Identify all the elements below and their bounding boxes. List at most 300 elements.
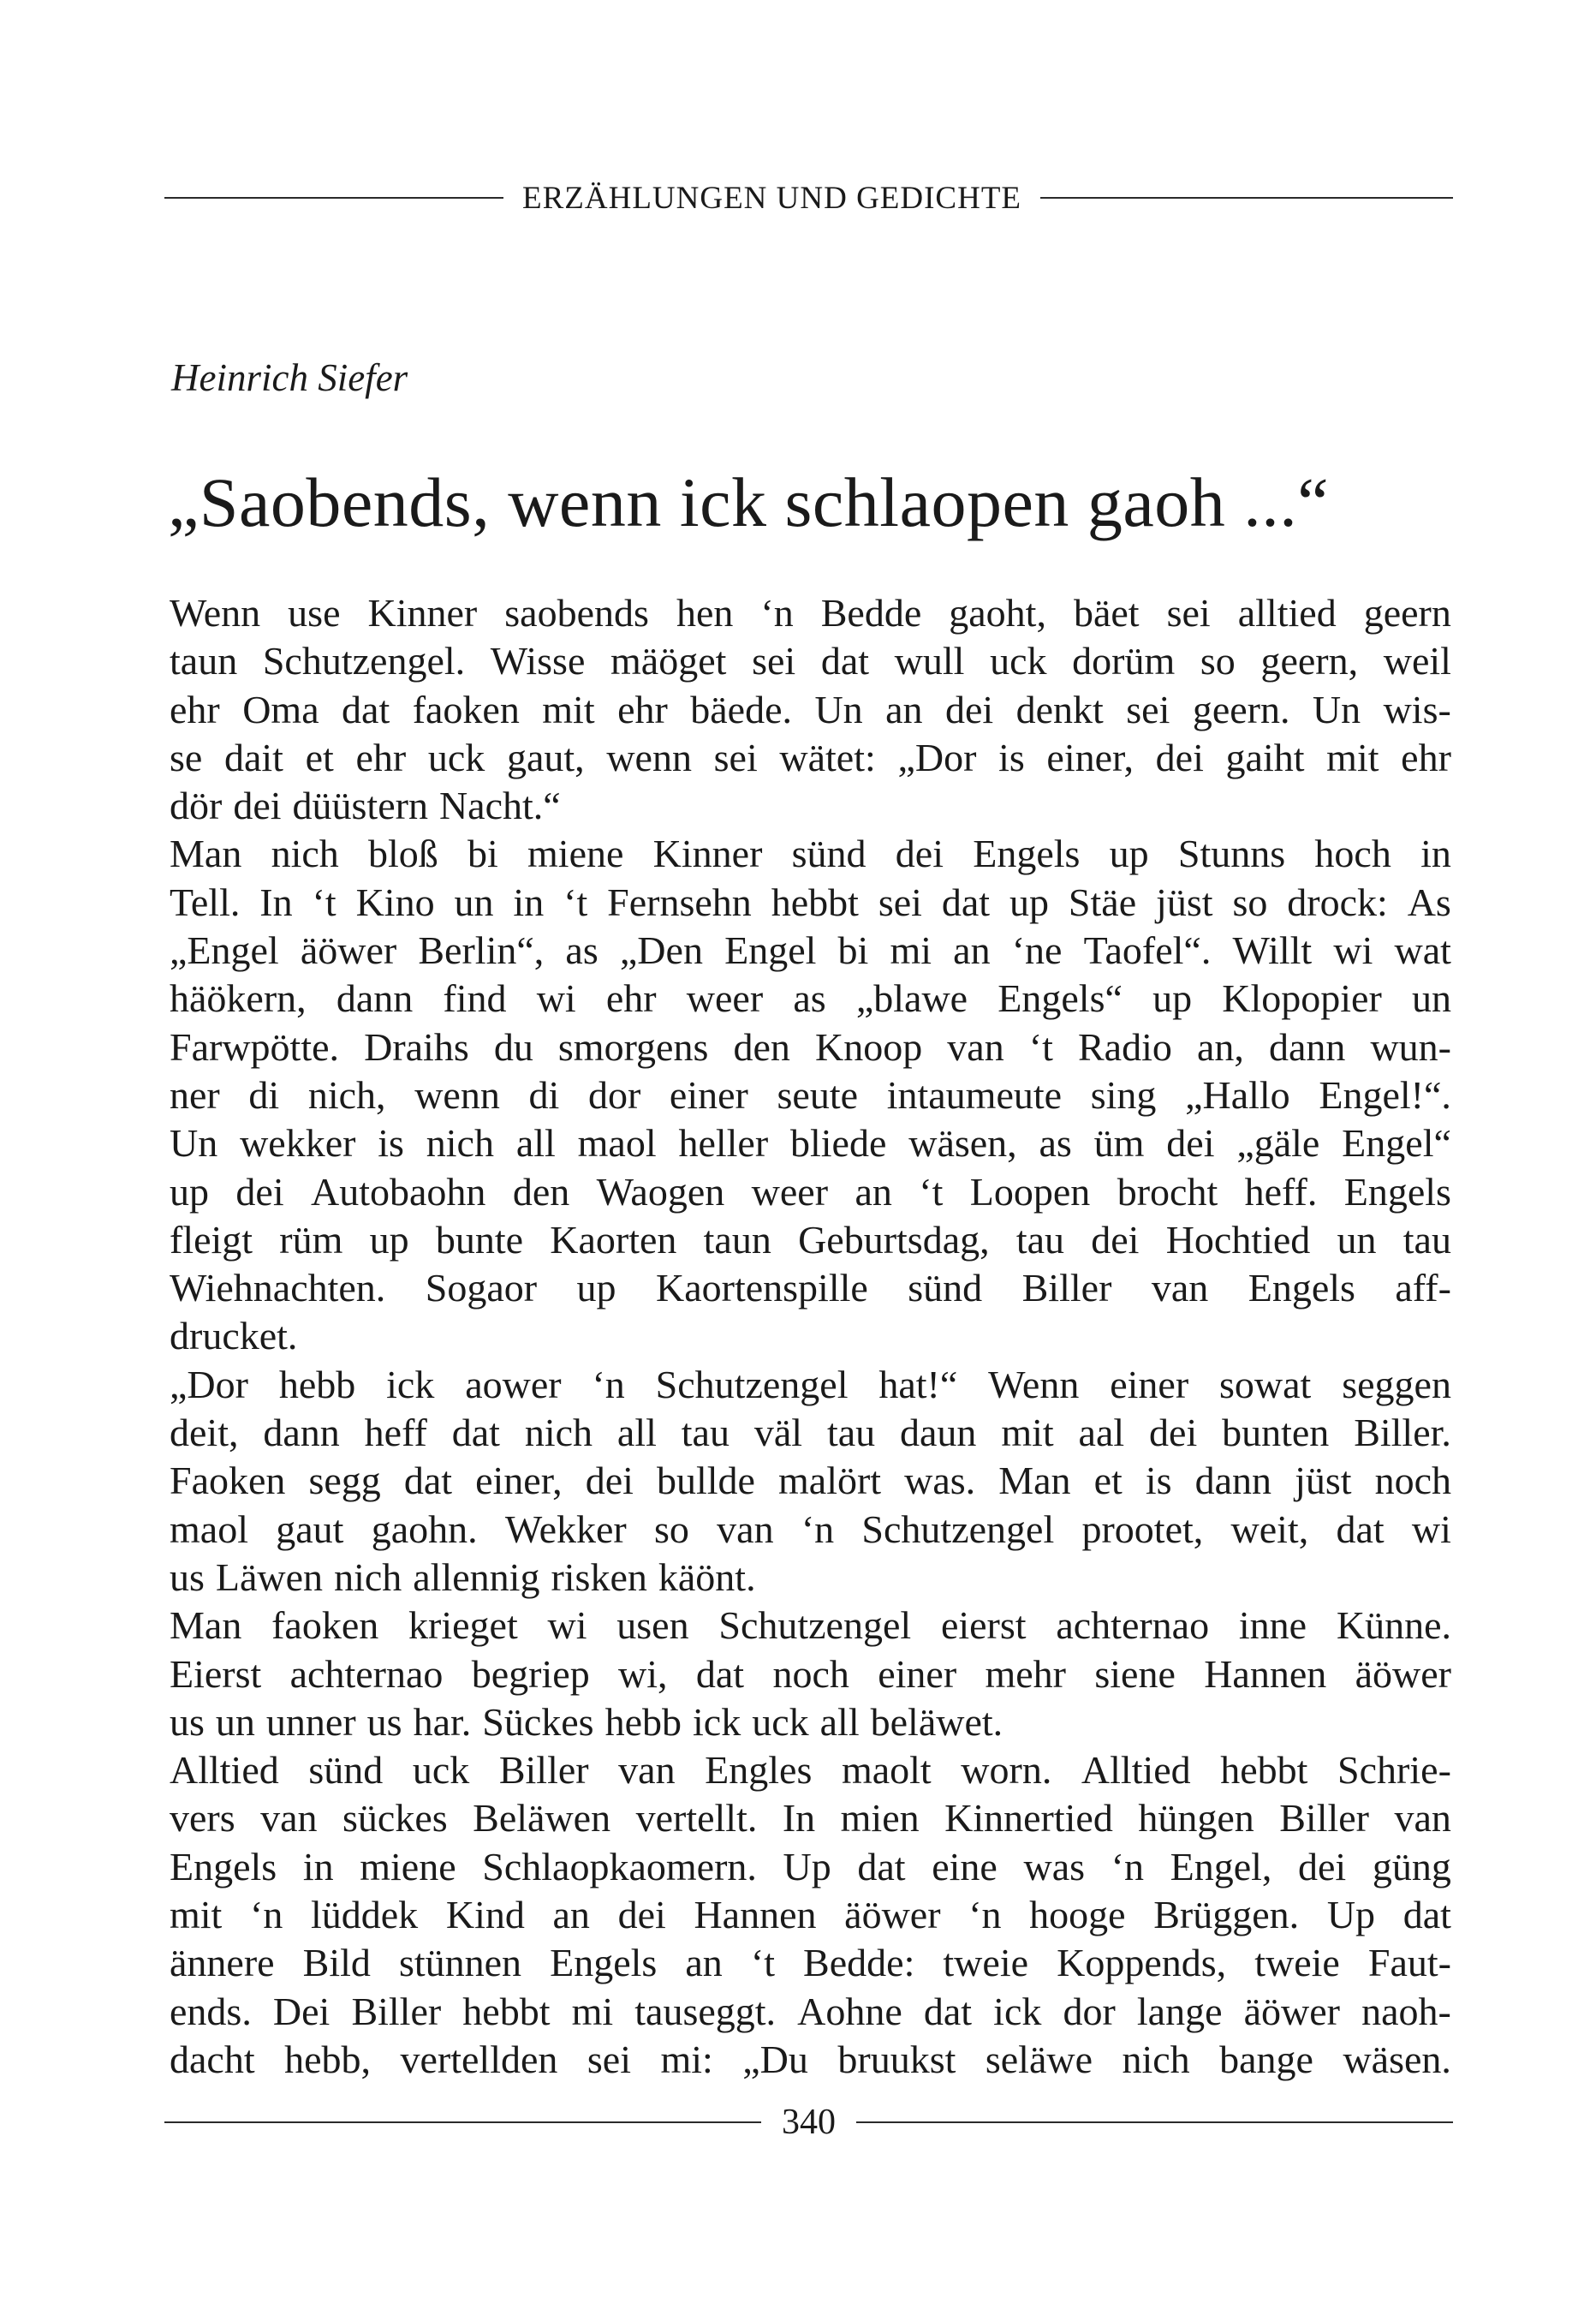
word: ner: [170, 1072, 220, 1117]
word: dat: [923, 1989, 973, 2033]
word: Berlin“,: [418, 928, 545, 973]
word: bi: [837, 928, 869, 973]
word: dör: [170, 784, 223, 828]
word: malört: [778, 1459, 882, 1503]
text-line: [170, 589, 1451, 637]
word: find: [443, 976, 507, 1021]
word: sückes: [342, 1796, 448, 1841]
word: güng: [1372, 1844, 1451, 1888]
word: hen: [676, 591, 734, 635]
word: äöwer: [844, 1893, 941, 1937]
word: Wiehnachten.: [170, 1266, 386, 1310]
word: un: [1411, 976, 1451, 1021]
word: „gäle: [1236, 1121, 1320, 1166]
word: ‘n: [760, 591, 794, 635]
word: dat: [857, 1844, 906, 1888]
word: alltied: [1237, 591, 1337, 635]
word: prootet,: [1081, 1507, 1204, 1551]
word: bullde: [656, 1459, 755, 1503]
word: dann: [336, 976, 414, 1021]
word: einer: [878, 1651, 957, 1696]
word: mit: [170, 1893, 223, 1937]
word: wat: [1394, 928, 1451, 973]
text-line: [170, 1216, 1451, 1264]
word: in: [302, 1844, 334, 1888]
word: ‘t: [563, 880, 588, 924]
word: naoh-: [1361, 1989, 1451, 2033]
word: Beläwen: [473, 1796, 611, 1841]
word: use: [288, 591, 341, 635]
word: weer: [751, 1169, 829, 1214]
text-line: [170, 782, 1451, 830]
word: Wenn: [988, 1362, 1080, 1406]
text-line: [170, 1119, 1451, 1167]
text-line: [170, 637, 1451, 685]
word: Faut-: [1367, 1941, 1451, 1985]
word: ‘n: [801, 1507, 835, 1551]
word: Engels: [973, 832, 1081, 876]
word: Biller: [498, 1748, 589, 1793]
body-text: [170, 589, 1451, 2084]
word: ehr: [170, 687, 220, 731]
word: maol: [170, 1507, 248, 1551]
word: „Dor: [897, 735, 977, 779]
word: hüngen: [1138, 1796, 1254, 1841]
word: bloß: [368, 832, 438, 876]
word: käönt.: [658, 1554, 756, 1599]
word: so: [654, 1507, 689, 1551]
word: weer: [686, 976, 764, 1021]
word: tau: [681, 1411, 730, 1455]
word: so: [1232, 880, 1268, 924]
word: van: [1394, 1796, 1451, 1841]
word: gaut,: [506, 735, 585, 779]
word: miene: [360, 1844, 456, 1888]
word: heller: [678, 1121, 769, 1166]
word: usen: [616, 1603, 689, 1648]
word: Engels: [170, 1844, 277, 1888]
text-line: [170, 1988, 1451, 2036]
word: stünnen: [398, 1941, 522, 1985]
word: wätet:: [779, 735, 876, 779]
word: gaohn.: [371, 1507, 478, 1551]
word: faoken: [412, 687, 520, 731]
word: wi: [536, 976, 576, 1021]
word: Sückes: [482, 1699, 594, 1744]
footer-rule-right: [856, 2121, 1453, 2123]
word: miene: [527, 832, 624, 876]
word: einer: [669, 1072, 748, 1117]
word: wi,: [618, 1651, 668, 1696]
word: gaiht: [1225, 735, 1305, 779]
word: uck: [990, 639, 1047, 683]
word: nich,: [307, 1072, 386, 1117]
word: Stäe: [1068, 880, 1137, 924]
word: Klopopier: [1222, 976, 1382, 1021]
word: Man: [170, 832, 242, 876]
header-rule-right: [1040, 197, 1453, 199]
word: nich: [524, 1411, 593, 1455]
word: achternao: [1056, 1603, 1210, 1648]
word: hebbt: [771, 880, 859, 924]
word: einer: [1110, 1362, 1189, 1406]
word: bunten: [1222, 1411, 1330, 1455]
word: mi: [890, 928, 932, 973]
word: an: [552, 1893, 590, 1937]
word: is: [998, 735, 1025, 779]
word: so: [1200, 639, 1236, 683]
word: up: [170, 1169, 209, 1214]
word: as: [793, 976, 826, 1021]
word: dei: [585, 1459, 634, 1503]
word: dor: [1063, 1989, 1116, 2033]
word: up: [1152, 976, 1193, 1021]
word: nich: [334, 1554, 402, 1599]
word: geern: [1363, 591, 1451, 635]
word: us: [170, 1554, 205, 1599]
word: nich: [1122, 2037, 1190, 2081]
word: Kaorten: [550, 1217, 677, 1262]
word: jüst: [1156, 880, 1213, 924]
word: mehr: [985, 1651, 1066, 1696]
word: et: [1093, 1459, 1123, 1503]
word: Engels“: [998, 976, 1123, 1021]
word: uck: [752, 1699, 809, 1744]
text-line: [170, 2036, 1451, 2084]
word: an: [885, 687, 923, 731]
word: us: [170, 1699, 205, 1744]
word: dei: [617, 1893, 666, 1937]
word: ännere: [170, 1941, 275, 1985]
word: ‘t: [312, 880, 336, 924]
word: dei: [944, 687, 994, 731]
word: Draihs: [364, 1024, 469, 1069]
word: Läwen: [215, 1554, 324, 1599]
word: all: [616, 1411, 657, 1455]
word: As: [1407, 880, 1451, 924]
word: Engel!“.: [1319, 1072, 1451, 1117]
word: wäsen.: [1343, 2037, 1451, 2081]
word: Bedde:: [803, 1941, 915, 1985]
word: mäöget: [610, 639, 727, 683]
word: „Hallo: [1185, 1072, 1290, 1117]
word: dei: [1166, 1121, 1215, 1166]
word: Man: [170, 1603, 242, 1648]
word: mien: [840, 1796, 920, 1841]
word: dei: [1298, 1844, 1347, 1888]
text-line: [170, 1071, 1451, 1119]
text-line: [170, 927, 1451, 975]
word: fleigt: [170, 1217, 253, 1262]
word: Kind: [445, 1893, 525, 1937]
word: krieget: [408, 1603, 518, 1648]
word: bange: [1219, 2037, 1313, 2081]
word: unner: [265, 1699, 356, 1744]
word: einer,: [475, 1459, 563, 1503]
word: bäede.: [690, 687, 793, 731]
word: an: [685, 1941, 723, 1985]
word: Bedde: [820, 591, 922, 635]
word: siene: [1094, 1651, 1176, 1696]
word: up: [369, 1217, 409, 1262]
word: Nacht.“: [438, 784, 561, 828]
word: an: [855, 1169, 892, 1214]
word: un: [215, 1699, 255, 1744]
word: achternao: [289, 1651, 444, 1696]
word: denkt: [1015, 687, 1104, 731]
word: Biller.: [1354, 1411, 1451, 1455]
word: et: [305, 735, 334, 779]
word: taun: [703, 1217, 771, 1262]
word: hebb: [278, 1362, 356, 1406]
word: dei: [233, 784, 282, 828]
word: noch: [772, 1651, 849, 1696]
word: dei: [895, 832, 944, 876]
word: uck: [412, 1748, 470, 1793]
word: aff-: [1395, 1266, 1451, 1310]
word: wenn: [606, 735, 692, 779]
word: Schutzengel.: [262, 639, 466, 683]
word: smorgens: [557, 1024, 709, 1069]
word: dat: [342, 687, 390, 731]
word: van: [947, 1024, 1004, 1069]
word: sünd: [908, 1266, 983, 1310]
word: Kinner: [652, 832, 763, 876]
word: bruukst: [837, 2037, 956, 2081]
word: „Du: [742, 2037, 808, 2081]
word: dei: [1149, 1411, 1198, 1455]
word: dei: [1155, 735, 1204, 779]
word: Künne.: [1336, 1603, 1451, 1648]
footer-rule-left: [164, 2121, 761, 2123]
word: Schutzengel: [718, 1603, 912, 1648]
word: bäet: [1073, 591, 1140, 635]
word: begriep: [471, 1651, 590, 1696]
word: äöwer: [1243, 1989, 1340, 2033]
word: vers: [170, 1796, 235, 1841]
word: in: [1420, 832, 1451, 876]
word: Knoop: [814, 1024, 923, 1069]
word: In: [259, 880, 293, 924]
word: Engel“: [1342, 1121, 1451, 1166]
word: ‘n: [592, 1362, 625, 1406]
word: wi: [1411, 1507, 1451, 1551]
word: saobends: [504, 591, 649, 635]
word: „Dor: [170, 1362, 248, 1406]
word: väl: [753, 1411, 803, 1455]
word: beläwet.: [870, 1699, 1003, 1744]
word: was.: [904, 1459, 976, 1503]
word: sei: [752, 639, 796, 683]
word: Engel: [724, 928, 817, 973]
word: Kaortenspille: [656, 1266, 868, 1310]
text-line: [170, 1891, 1451, 1939]
word: Un: [814, 687, 863, 731]
word: mit: [1326, 735, 1379, 779]
word: Engels: [1248, 1266, 1355, 1310]
word: In: [782, 1796, 816, 1841]
word: ‘t: [750, 1941, 775, 1985]
word: bi: [467, 832, 498, 876]
word: dann: [1194, 1459, 1272, 1503]
word: tau: [1402, 1217, 1451, 1262]
text-line: [170, 1698, 1451, 1746]
word: hebbt: [1220, 1748, 1308, 1793]
word: maol: [577, 1121, 657, 1166]
word: Engels: [1343, 1169, 1451, 1214]
word: sei: [878, 880, 922, 924]
word: tweie: [1254, 1941, 1340, 1985]
word: di: [528, 1072, 560, 1117]
word: an: [953, 928, 991, 973]
word: Up: [1326, 1893, 1376, 1937]
word: risken: [551, 1554, 647, 1599]
word: Engels: [550, 1941, 658, 1985]
word: dat: [1336, 1507, 1385, 1551]
word: Tell.: [170, 880, 241, 924]
word: Brüggen.: [1153, 1893, 1300, 1937]
word: Man: [998, 1459, 1071, 1503]
text-line: [170, 1506, 1451, 1554]
word: jüst: [1295, 1459, 1352, 1503]
word: sei: [1166, 591, 1211, 635]
word: Wekker: [504, 1507, 627, 1551]
word: geern,: [1260, 639, 1359, 683]
word: lange: [1136, 1989, 1223, 2033]
word: sing: [1090, 1072, 1157, 1117]
word: wi: [547, 1603, 587, 1648]
word: Un: [1312, 687, 1361, 731]
word: dat: [403, 1459, 453, 1503]
word: Engel,: [1170, 1844, 1272, 1888]
word: faoken: [271, 1603, 379, 1648]
word: Stunns: [1177, 832, 1286, 876]
word: di: [248, 1072, 280, 1117]
word: Loopen: [969, 1169, 1091, 1214]
word: mit: [542, 687, 595, 731]
word: seläwe: [985, 2037, 1093, 2081]
word: mi:: [660, 2037, 713, 2081]
word: dacht: [170, 2037, 255, 2081]
running-header: [164, 176, 1453, 220]
word: Oma: [242, 687, 319, 731]
word: tau: [826, 1411, 876, 1455]
word: Fernsehn: [607, 880, 752, 924]
word: us: [366, 1699, 402, 1744]
text-line: [170, 1794, 1451, 1842]
word: worn.: [961, 1748, 1052, 1793]
word: eine: [932, 1844, 998, 1888]
word: brocht: [1117, 1169, 1218, 1214]
word: dat: [1402, 1893, 1451, 1937]
word: is: [1145, 1459, 1172, 1503]
text-line: [170, 830, 1451, 878]
word: wun-: [1370, 1024, 1451, 1069]
word: sei: [587, 2037, 631, 2081]
word: tweie: [943, 1941, 1029, 1985]
word: äöwer: [300, 928, 397, 973]
word: Wisse: [490, 639, 586, 683]
text-line: [170, 1843, 1451, 1891]
word: „Engel: [170, 928, 279, 973]
word: Dei: [272, 1989, 331, 2033]
word: vertellden: [400, 2037, 558, 2081]
word: ‘n: [1111, 1844, 1144, 1888]
word: einer,: [1046, 735, 1134, 779]
word: Kinnertied: [944, 1796, 1113, 1841]
text-line: [170, 1361, 1451, 1409]
word: wenn: [414, 1072, 500, 1117]
word: hoch: [1314, 832, 1391, 876]
word: ends.: [170, 1989, 252, 2033]
word: maolt: [841, 1748, 932, 1793]
word: bliede: [789, 1121, 887, 1166]
word: vertellt.: [635, 1796, 758, 1841]
word: mi: [571, 1989, 614, 2033]
text-line: [170, 734, 1451, 782]
word: deit,: [170, 1411, 239, 1455]
header-rule-left: [164, 197, 503, 199]
word: Alltied: [1081, 1748, 1191, 1793]
word: ehr: [1401, 735, 1451, 779]
word: ‘n: [250, 1893, 283, 1937]
word: van: [717, 1507, 774, 1551]
word: un: [454, 880, 494, 924]
text-line: [170, 1939, 1451, 1987]
word: ick: [693, 1699, 741, 1744]
word: segg: [308, 1459, 381, 1503]
text-line: [170, 1746, 1451, 1794]
word: was: [1023, 1844, 1086, 1888]
word: tauseggt.: [634, 1989, 777, 2033]
word: mit: [1001, 1411, 1054, 1455]
word: Kino: [355, 880, 435, 924]
word: den: [733, 1024, 790, 1069]
word: Aohne: [797, 1989, 902, 2033]
word: dat: [451, 1411, 500, 1455]
word: du: [493, 1024, 533, 1069]
word: Eierst: [170, 1651, 262, 1696]
word: hooge: [1029, 1893, 1126, 1937]
text-line: [170, 686, 1451, 734]
word: an,: [1196, 1024, 1244, 1069]
word: Schutzengel: [861, 1507, 1055, 1551]
word: dait: [223, 735, 283, 779]
word: sowat: [1219, 1362, 1312, 1406]
text-line: [170, 975, 1451, 1023]
word: wis-: [1383, 687, 1451, 731]
word: Geburtsdag,: [798, 1217, 990, 1262]
running-title: ERZÄHLUNGEN UND GEDICHTE: [522, 180, 1022, 216]
page-number: 340: [782, 2103, 836, 2142]
word: dat: [941, 880, 991, 924]
word: Biller: [1021, 1266, 1112, 1310]
word: Kinner: [367, 591, 478, 635]
word: daun: [900, 1411, 977, 1455]
word: nich: [271, 832, 339, 876]
word: Willt: [1232, 928, 1313, 973]
word: van: [618, 1748, 676, 1793]
word: Wenn: [170, 591, 261, 635]
word: Biller: [351, 1989, 442, 2033]
text-line: [170, 1409, 1451, 1457]
word: eierst: [940, 1603, 1027, 1648]
word: un: [1337, 1217, 1377, 1262]
word: düüstern: [292, 784, 428, 828]
article-title: „Saobends, wenn ick schlaopen gaoh ...“: [168, 463, 1330, 541]
word: ick: [386, 1362, 435, 1406]
word: gaut: [276, 1507, 344, 1551]
